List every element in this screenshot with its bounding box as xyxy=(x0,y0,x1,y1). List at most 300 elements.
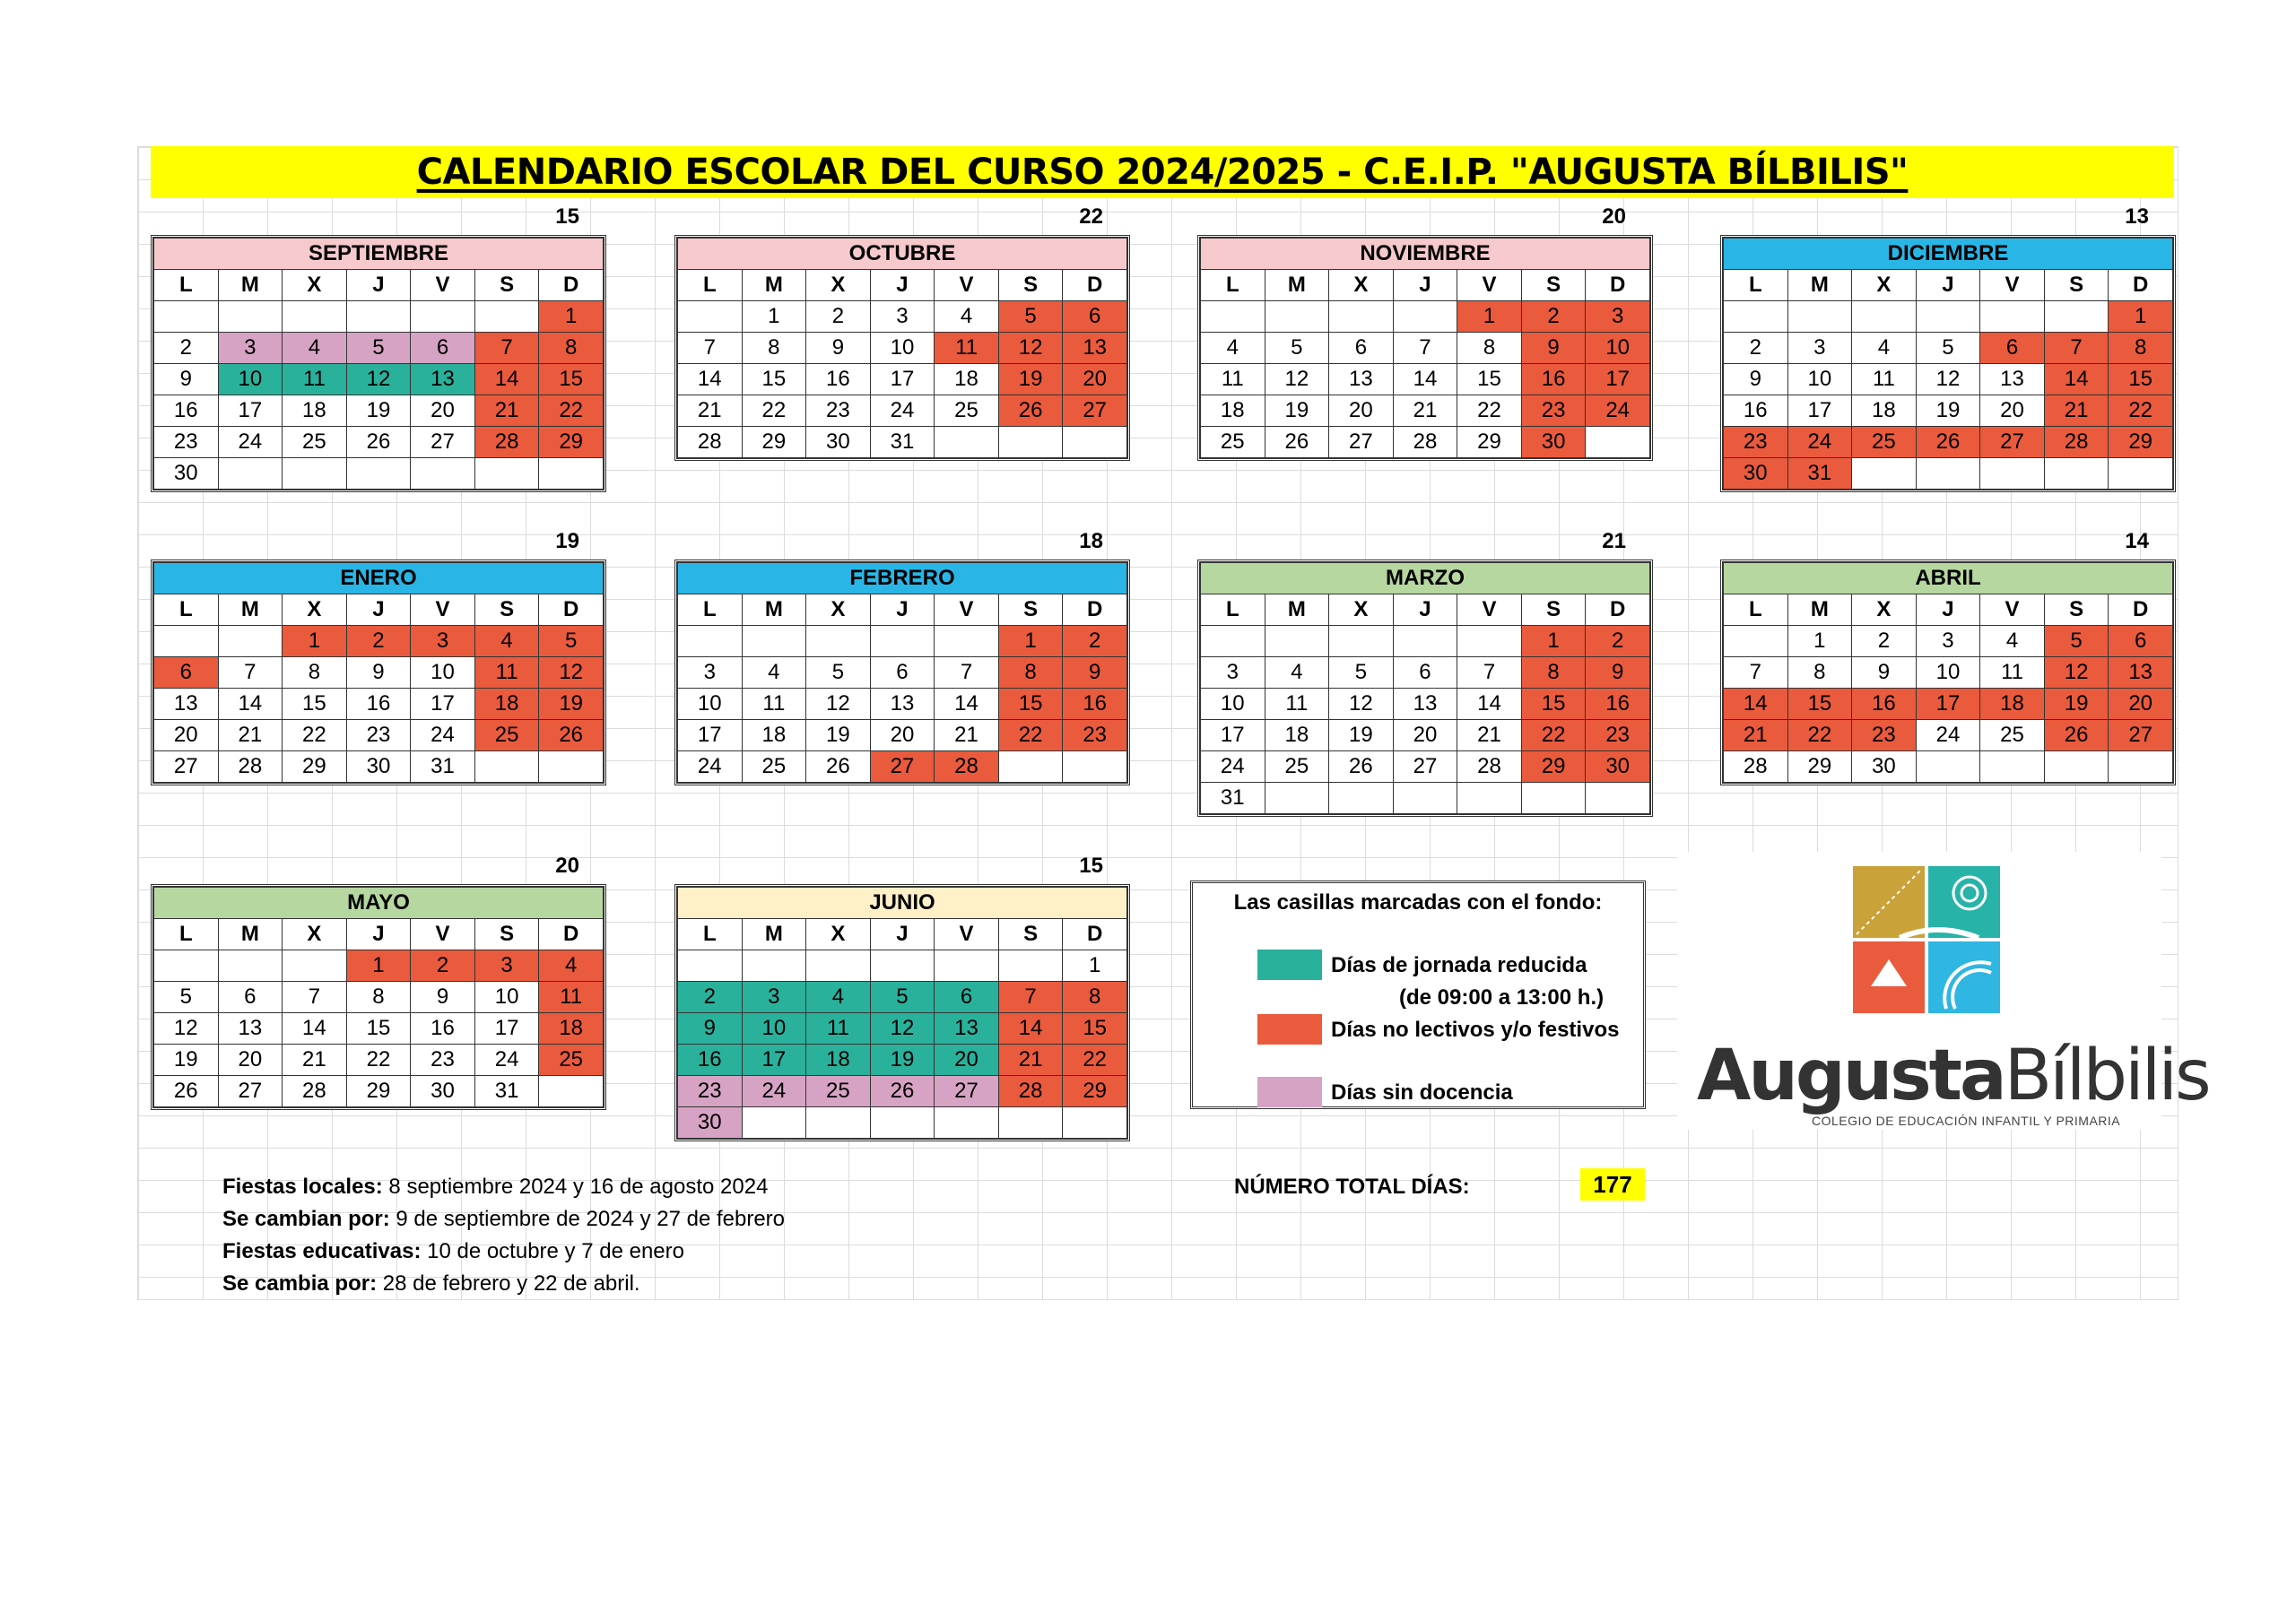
empty-cell xyxy=(1457,626,1522,657)
weekday-header: V xyxy=(411,270,475,301)
day-cell: 11 xyxy=(935,333,999,364)
day-cell: 12 xyxy=(998,333,1063,364)
day-cell: 5 xyxy=(870,982,935,1013)
weekday-header: J xyxy=(870,270,935,301)
day-cell: 14 xyxy=(1724,689,1788,720)
day-cell: 6 xyxy=(870,657,935,689)
empty-cell xyxy=(1393,626,1457,657)
weekday-header: S xyxy=(2044,270,2109,301)
day-cell: 22 xyxy=(998,720,1063,751)
day-cell: 1 xyxy=(1457,301,1522,333)
day-cell: 7 xyxy=(935,657,999,689)
weekday-header: V xyxy=(411,919,475,950)
day-cell: 30 xyxy=(1521,427,1586,458)
day-cell: 25 xyxy=(283,427,347,458)
empty-cell xyxy=(870,1107,935,1139)
month-calendar xyxy=(1720,559,2176,785)
day-cell: 27 xyxy=(935,1076,999,1107)
month-teaching-days: 20 xyxy=(1602,204,1626,229)
empty-cell xyxy=(154,626,219,657)
day-cell: 16 xyxy=(678,1045,743,1076)
day-cell: 12 xyxy=(806,689,871,720)
day-cell: 11 xyxy=(806,1013,871,1045)
month-name: NOVIEMBRE xyxy=(1201,239,1650,270)
empty-cell xyxy=(1852,458,1917,490)
day-cell: 18 xyxy=(935,364,999,395)
weekday-header: M xyxy=(1265,594,1329,626)
logo-subtitle: COLEGIO DE EDUCACIÓN INFANTIL Y PRIMARIA xyxy=(1812,1114,2121,1128)
day-cell: 17 xyxy=(474,1013,539,1045)
day-cell: 4 xyxy=(1201,333,1265,364)
legend-no-teaching: Días sin docencia xyxy=(1331,1080,1513,1105)
day-cell: 13 xyxy=(2109,657,2173,689)
day-cell: 31 xyxy=(1201,783,1265,814)
empty-cell xyxy=(474,301,539,333)
weekday-header: S xyxy=(1521,594,1586,626)
month-name: OCTUBRE xyxy=(678,239,1127,270)
empty-cell xyxy=(283,950,347,982)
weekday-header: V xyxy=(1980,594,2045,626)
day-cell: 25 xyxy=(1852,427,1917,458)
day-cell: 16 xyxy=(1063,689,1127,720)
weekday-header: J xyxy=(346,594,411,626)
day-cell: 23 xyxy=(346,720,411,751)
empty-cell xyxy=(935,950,999,982)
day-cell: 20 xyxy=(218,1045,283,1076)
day-cell: 28 xyxy=(474,427,539,458)
empty-cell xyxy=(1586,783,1650,814)
day-cell: 25 xyxy=(935,395,999,427)
empty-cell xyxy=(998,1107,1063,1139)
day-cell: 25 xyxy=(1201,427,1265,458)
weekday-header: M xyxy=(742,594,806,626)
day-cell: 24 xyxy=(870,395,935,427)
day-cell: 30 xyxy=(411,1076,475,1107)
day-cell: 2 xyxy=(411,950,475,982)
day-cell: 11 xyxy=(1980,657,2045,689)
day-cell: 17 xyxy=(1201,720,1265,751)
day-cell: 29 xyxy=(346,1076,411,1107)
day-cell: 28 xyxy=(2044,427,2109,458)
empty-cell xyxy=(1265,301,1329,333)
day-cell: 18 xyxy=(1201,395,1265,427)
day-cell: 13 xyxy=(218,1013,283,1045)
month-calendar xyxy=(1197,559,1653,817)
day-cell: 21 xyxy=(678,395,743,427)
weekday-header: S xyxy=(1521,270,1586,301)
month-name: DICIEMBRE xyxy=(1724,239,2173,270)
day-cell: 17 xyxy=(1586,364,1650,395)
day-cell: 22 xyxy=(346,1045,411,1076)
day-cell: 22 xyxy=(742,395,806,427)
day-cell: 25 xyxy=(806,1076,871,1107)
day-cell: 26 xyxy=(1265,427,1329,458)
day-cell: 28 xyxy=(1724,751,1788,783)
day-cell: 20 xyxy=(1063,364,1127,395)
weekday-header: V xyxy=(935,270,999,301)
day-cell: 7 xyxy=(998,982,1063,1013)
legend-heading: Las casillas marcadas con el fondo: xyxy=(1233,890,1603,915)
month-teaching-days: 15 xyxy=(1079,854,1103,878)
day-cell: 10 xyxy=(1201,689,1265,720)
day-cell: 20 xyxy=(2109,689,2173,720)
day-cell: 20 xyxy=(411,395,475,427)
day-cell: 29 xyxy=(2109,427,2173,458)
day-cell: 23 xyxy=(1521,395,1586,427)
month-name: FEBRERO xyxy=(678,563,1127,594)
day-cell: 20 xyxy=(1980,395,2045,427)
note-text: 9 de septiembre de 2024 y 27 de febrero xyxy=(389,1207,786,1231)
empty-cell xyxy=(1063,751,1127,783)
month-name: MARZO xyxy=(1201,563,1650,594)
day-cell: 2 xyxy=(154,333,219,364)
day-cell: 19 xyxy=(806,720,871,751)
day-cell: 7 xyxy=(218,657,283,689)
month-calendar xyxy=(1197,235,1653,461)
day-cell: 5 xyxy=(2044,626,2109,657)
day-cell: 31 xyxy=(1787,458,1852,490)
empty-cell xyxy=(998,751,1063,783)
day-cell: 10 xyxy=(870,333,935,364)
empty-cell xyxy=(1063,1107,1127,1139)
day-cell: 15 xyxy=(742,364,806,395)
day-cell: 9 xyxy=(411,982,475,1013)
empty-cell xyxy=(474,458,539,490)
day-cell: 10 xyxy=(474,982,539,1013)
month-name: ENERO xyxy=(154,563,604,594)
empty-cell xyxy=(1852,301,1917,333)
day-cell: 2 xyxy=(1521,301,1586,333)
day-cell: 13 xyxy=(1980,364,2045,395)
day-cell: 28 xyxy=(1457,751,1522,783)
empty-cell xyxy=(1457,783,1522,814)
day-cell: 6 xyxy=(935,982,999,1013)
day-cell: 23 xyxy=(154,427,219,458)
weekday-header: D xyxy=(539,594,604,626)
day-cell: 1 xyxy=(742,301,806,333)
day-cell: 14 xyxy=(678,364,743,395)
day-cell: 3 xyxy=(742,982,806,1013)
empty-cell xyxy=(1980,458,2045,490)
day-cell: 18 xyxy=(1265,720,1329,751)
day-cell: 12 xyxy=(870,1013,935,1045)
day-cell: 16 xyxy=(1586,689,1650,720)
day-cell: 15 xyxy=(1063,1013,1127,1045)
day-cell: 29 xyxy=(1063,1076,1127,1107)
weekday-header: L xyxy=(154,270,219,301)
day-cell: 9 xyxy=(1724,364,1788,395)
month-teaching-days: 18 xyxy=(1079,529,1103,553)
empty-cell xyxy=(411,301,475,333)
weekday-header: L xyxy=(1201,594,1265,626)
weekday-header: X xyxy=(1329,270,1394,301)
day-cell: 16 xyxy=(806,364,871,395)
day-cell: 15 xyxy=(1787,689,1852,720)
empty-cell xyxy=(1980,751,2045,783)
weekday-header: J xyxy=(870,594,935,626)
day-cell: 30 xyxy=(1852,751,1917,783)
day-cell: 28 xyxy=(283,1076,347,1107)
empty-cell xyxy=(1265,626,1329,657)
empty-cell xyxy=(346,301,411,333)
empty-cell xyxy=(218,626,283,657)
day-cell: 14 xyxy=(935,689,999,720)
day-cell: 10 xyxy=(1787,364,1852,395)
day-cell: 11 xyxy=(539,982,604,1013)
day-cell: 1 xyxy=(1063,950,1127,982)
legend xyxy=(1190,880,1646,1109)
day-cell: 23 xyxy=(806,395,871,427)
empty-cell xyxy=(678,950,743,982)
day-cell: 17 xyxy=(742,1045,806,1076)
weekday-header: L xyxy=(1724,594,1788,626)
day-cell: 27 xyxy=(154,751,219,783)
total-days-label: NÚMERO TOTAL DÍAS: xyxy=(1234,1175,1470,1199)
day-cell: 11 xyxy=(1852,364,1917,395)
day-cell: 25 xyxy=(474,720,539,751)
day-cell: 18 xyxy=(806,1045,871,1076)
weekday-header: V xyxy=(1980,270,2045,301)
day-cell: 5 xyxy=(346,333,411,364)
empty-cell xyxy=(1329,301,1394,333)
weekday-header: M xyxy=(1265,270,1329,301)
weekday-header: V xyxy=(1457,594,1522,626)
day-cell: 18 xyxy=(1852,395,1917,427)
weekday-header: S xyxy=(998,594,1063,626)
day-cell: 24 xyxy=(1201,751,1265,783)
empty-cell xyxy=(1329,626,1394,657)
day-cell: 2 xyxy=(346,626,411,657)
month-teaching-days: 13 xyxy=(2125,204,2149,229)
weekday-header: L xyxy=(678,594,743,626)
weekday-header: M xyxy=(1787,594,1852,626)
day-cell: 24 xyxy=(742,1076,806,1107)
day-cell: 15 xyxy=(283,689,347,720)
month-teaching-days: 15 xyxy=(555,204,579,229)
weekday-header: J xyxy=(870,919,935,950)
empty-cell xyxy=(539,458,604,490)
day-cell: 18 xyxy=(1980,689,2045,720)
day-cell: 4 xyxy=(283,333,347,364)
empty-cell xyxy=(539,751,604,783)
day-cell: 23 xyxy=(678,1076,743,1107)
day-cell: 19 xyxy=(1329,720,1394,751)
day-cell: 6 xyxy=(2109,626,2173,657)
weekday-header: D xyxy=(1063,594,1127,626)
day-cell: 7 xyxy=(1457,657,1522,689)
empty-cell xyxy=(1916,458,1980,490)
day-cell: 6 xyxy=(154,657,219,689)
weekday-header: M xyxy=(742,270,806,301)
page-title: CALENDARIO ESCOLAR DEL CURSO 2024/2025 - C.E.I.P. "AUGUSTA BÍLBILIS" xyxy=(151,146,2174,198)
day-cell: 27 xyxy=(218,1076,283,1107)
day-cell: 24 xyxy=(678,751,743,783)
day-cell: 15 xyxy=(346,1013,411,1045)
day-cell: 11 xyxy=(474,657,539,689)
day-cell: 17 xyxy=(411,689,475,720)
day-cell: 8 xyxy=(1063,982,1127,1013)
day-cell: 6 xyxy=(1980,333,2045,364)
weekday-header: L xyxy=(678,270,743,301)
day-cell: 22 xyxy=(283,720,347,751)
day-cell: 25 xyxy=(1265,751,1329,783)
weekday-header: D xyxy=(2109,270,2173,301)
weekday-header: S xyxy=(474,594,539,626)
empty-cell xyxy=(154,950,219,982)
empty-cell xyxy=(474,751,539,783)
weekday-header: J xyxy=(1393,594,1457,626)
day-cell: 2 xyxy=(678,982,743,1013)
month-calendar xyxy=(674,559,1130,785)
day-cell: 27 xyxy=(1063,395,1127,427)
note-label: Se cambian por: xyxy=(222,1207,390,1231)
day-cell: 9 xyxy=(1521,333,1586,364)
day-cell: 24 xyxy=(474,1045,539,1076)
day-cell: 13 xyxy=(1393,689,1457,720)
day-cell: 10 xyxy=(742,1013,806,1045)
day-cell: 26 xyxy=(998,395,1063,427)
day-cell: 9 xyxy=(1852,657,1917,689)
month-teaching-days: 21 xyxy=(1602,529,1626,553)
day-cell: 30 xyxy=(154,458,219,490)
weekday-header: J xyxy=(1393,270,1457,301)
day-cell: 28 xyxy=(1393,427,1457,458)
empty-cell xyxy=(870,950,935,982)
empty-cell xyxy=(1329,783,1394,814)
empty-cell xyxy=(1521,783,1586,814)
day-cell: 19 xyxy=(2044,689,2109,720)
day-cell: 26 xyxy=(154,1076,219,1107)
empty-cell xyxy=(678,301,743,333)
day-cell: 14 xyxy=(283,1013,347,1045)
day-cell: 3 xyxy=(1787,333,1852,364)
empty-cell xyxy=(2109,458,2173,490)
day-cell: 20 xyxy=(154,720,219,751)
day-cell: 10 xyxy=(411,657,475,689)
day-cell: 23 xyxy=(1724,427,1788,458)
empty-cell xyxy=(539,1076,604,1107)
day-cell: 16 xyxy=(1521,364,1586,395)
day-cell: 24 xyxy=(411,720,475,751)
day-cell: 1 xyxy=(1787,626,1852,657)
note-row xyxy=(222,1239,684,1264)
weekday-header: S xyxy=(998,919,1063,950)
day-cell: 2 xyxy=(1852,626,1917,657)
day-cell: 3 xyxy=(1916,626,1980,657)
day-cell: 22 xyxy=(1521,720,1586,751)
day-cell: 24 xyxy=(1916,720,1980,751)
weekday-header: X xyxy=(283,594,347,626)
day-cell: 29 xyxy=(1457,427,1522,458)
day-cell: 2 xyxy=(1724,333,1788,364)
legend-swatch-reduced xyxy=(1257,950,1322,980)
day-cell: 1 xyxy=(2109,301,2173,333)
day-cell: 26 xyxy=(539,720,604,751)
day-cell: 17 xyxy=(1787,395,1852,427)
day-cell: 4 xyxy=(806,982,871,1013)
weekday-header: X xyxy=(283,270,347,301)
note-row xyxy=(222,1175,768,1200)
day-cell: 28 xyxy=(998,1076,1063,1107)
day-cell: 18 xyxy=(283,395,347,427)
empty-cell xyxy=(411,458,475,490)
day-cell: 4 xyxy=(1265,657,1329,689)
day-cell: 12 xyxy=(2044,657,2109,689)
day-cell: 22 xyxy=(2109,395,2173,427)
weekday-header: X xyxy=(1329,594,1394,626)
day-cell: 9 xyxy=(346,657,411,689)
day-cell: 8 xyxy=(742,333,806,364)
weekday-header: D xyxy=(1063,919,1127,950)
weekday-header: M xyxy=(1787,270,1852,301)
empty-cell xyxy=(806,1107,871,1139)
day-cell: 1 xyxy=(539,301,604,333)
weekday-header: X xyxy=(806,594,871,626)
day-cell: 1 xyxy=(283,626,347,657)
empty-cell xyxy=(2109,751,2173,783)
empty-cell xyxy=(935,427,999,458)
day-cell: 2 xyxy=(1586,626,1650,657)
month-calendar xyxy=(674,235,1130,461)
day-cell: 14 xyxy=(1457,689,1522,720)
empty-cell xyxy=(1586,427,1650,458)
day-cell: 26 xyxy=(346,427,411,458)
day-cell: 21 xyxy=(998,1045,1063,1076)
day-cell: 3 xyxy=(1201,657,1265,689)
day-cell: 26 xyxy=(870,1076,935,1107)
day-cell: 9 xyxy=(154,364,219,395)
day-cell: 8 xyxy=(2109,333,2173,364)
day-cell: 10 xyxy=(678,689,743,720)
day-cell: 7 xyxy=(2044,333,2109,364)
day-cell: 3 xyxy=(218,333,283,364)
day-cell: 14 xyxy=(1393,364,1457,395)
day-cell: 5 xyxy=(998,301,1063,333)
day-cell: 7 xyxy=(1393,333,1457,364)
month-name: ABRIL xyxy=(1724,563,2173,594)
empty-cell xyxy=(218,301,283,333)
day-cell: 14 xyxy=(474,364,539,395)
day-cell: 30 xyxy=(1724,458,1788,490)
note-row xyxy=(222,1271,640,1297)
empty-cell xyxy=(1201,626,1265,657)
day-cell: 26 xyxy=(1916,427,1980,458)
empty-cell xyxy=(1265,783,1329,814)
day-cell: 1 xyxy=(346,950,411,982)
day-cell: 3 xyxy=(870,301,935,333)
empty-cell xyxy=(742,950,806,982)
day-cell: 13 xyxy=(935,1013,999,1045)
logo-brand xyxy=(1697,1036,2209,1116)
day-cell: 11 xyxy=(283,364,347,395)
day-cell: 31 xyxy=(474,1076,539,1107)
day-cell: 19 xyxy=(346,395,411,427)
legend-swatch-no-teaching xyxy=(1257,1077,1322,1107)
day-cell: 16 xyxy=(154,395,219,427)
day-cell: 11 xyxy=(1201,364,1265,395)
weekday-header: V xyxy=(411,594,475,626)
weekday-header: J xyxy=(1916,270,1980,301)
empty-cell xyxy=(2044,751,2109,783)
day-cell: 31 xyxy=(411,751,475,783)
day-cell: 15 xyxy=(2109,364,2173,395)
day-cell: 25 xyxy=(742,751,806,783)
day-cell: 28 xyxy=(678,427,743,458)
day-cell: 27 xyxy=(1980,427,2045,458)
day-cell: 22 xyxy=(539,395,604,427)
empty-cell xyxy=(283,301,347,333)
month-teaching-days: 22 xyxy=(1079,204,1103,229)
